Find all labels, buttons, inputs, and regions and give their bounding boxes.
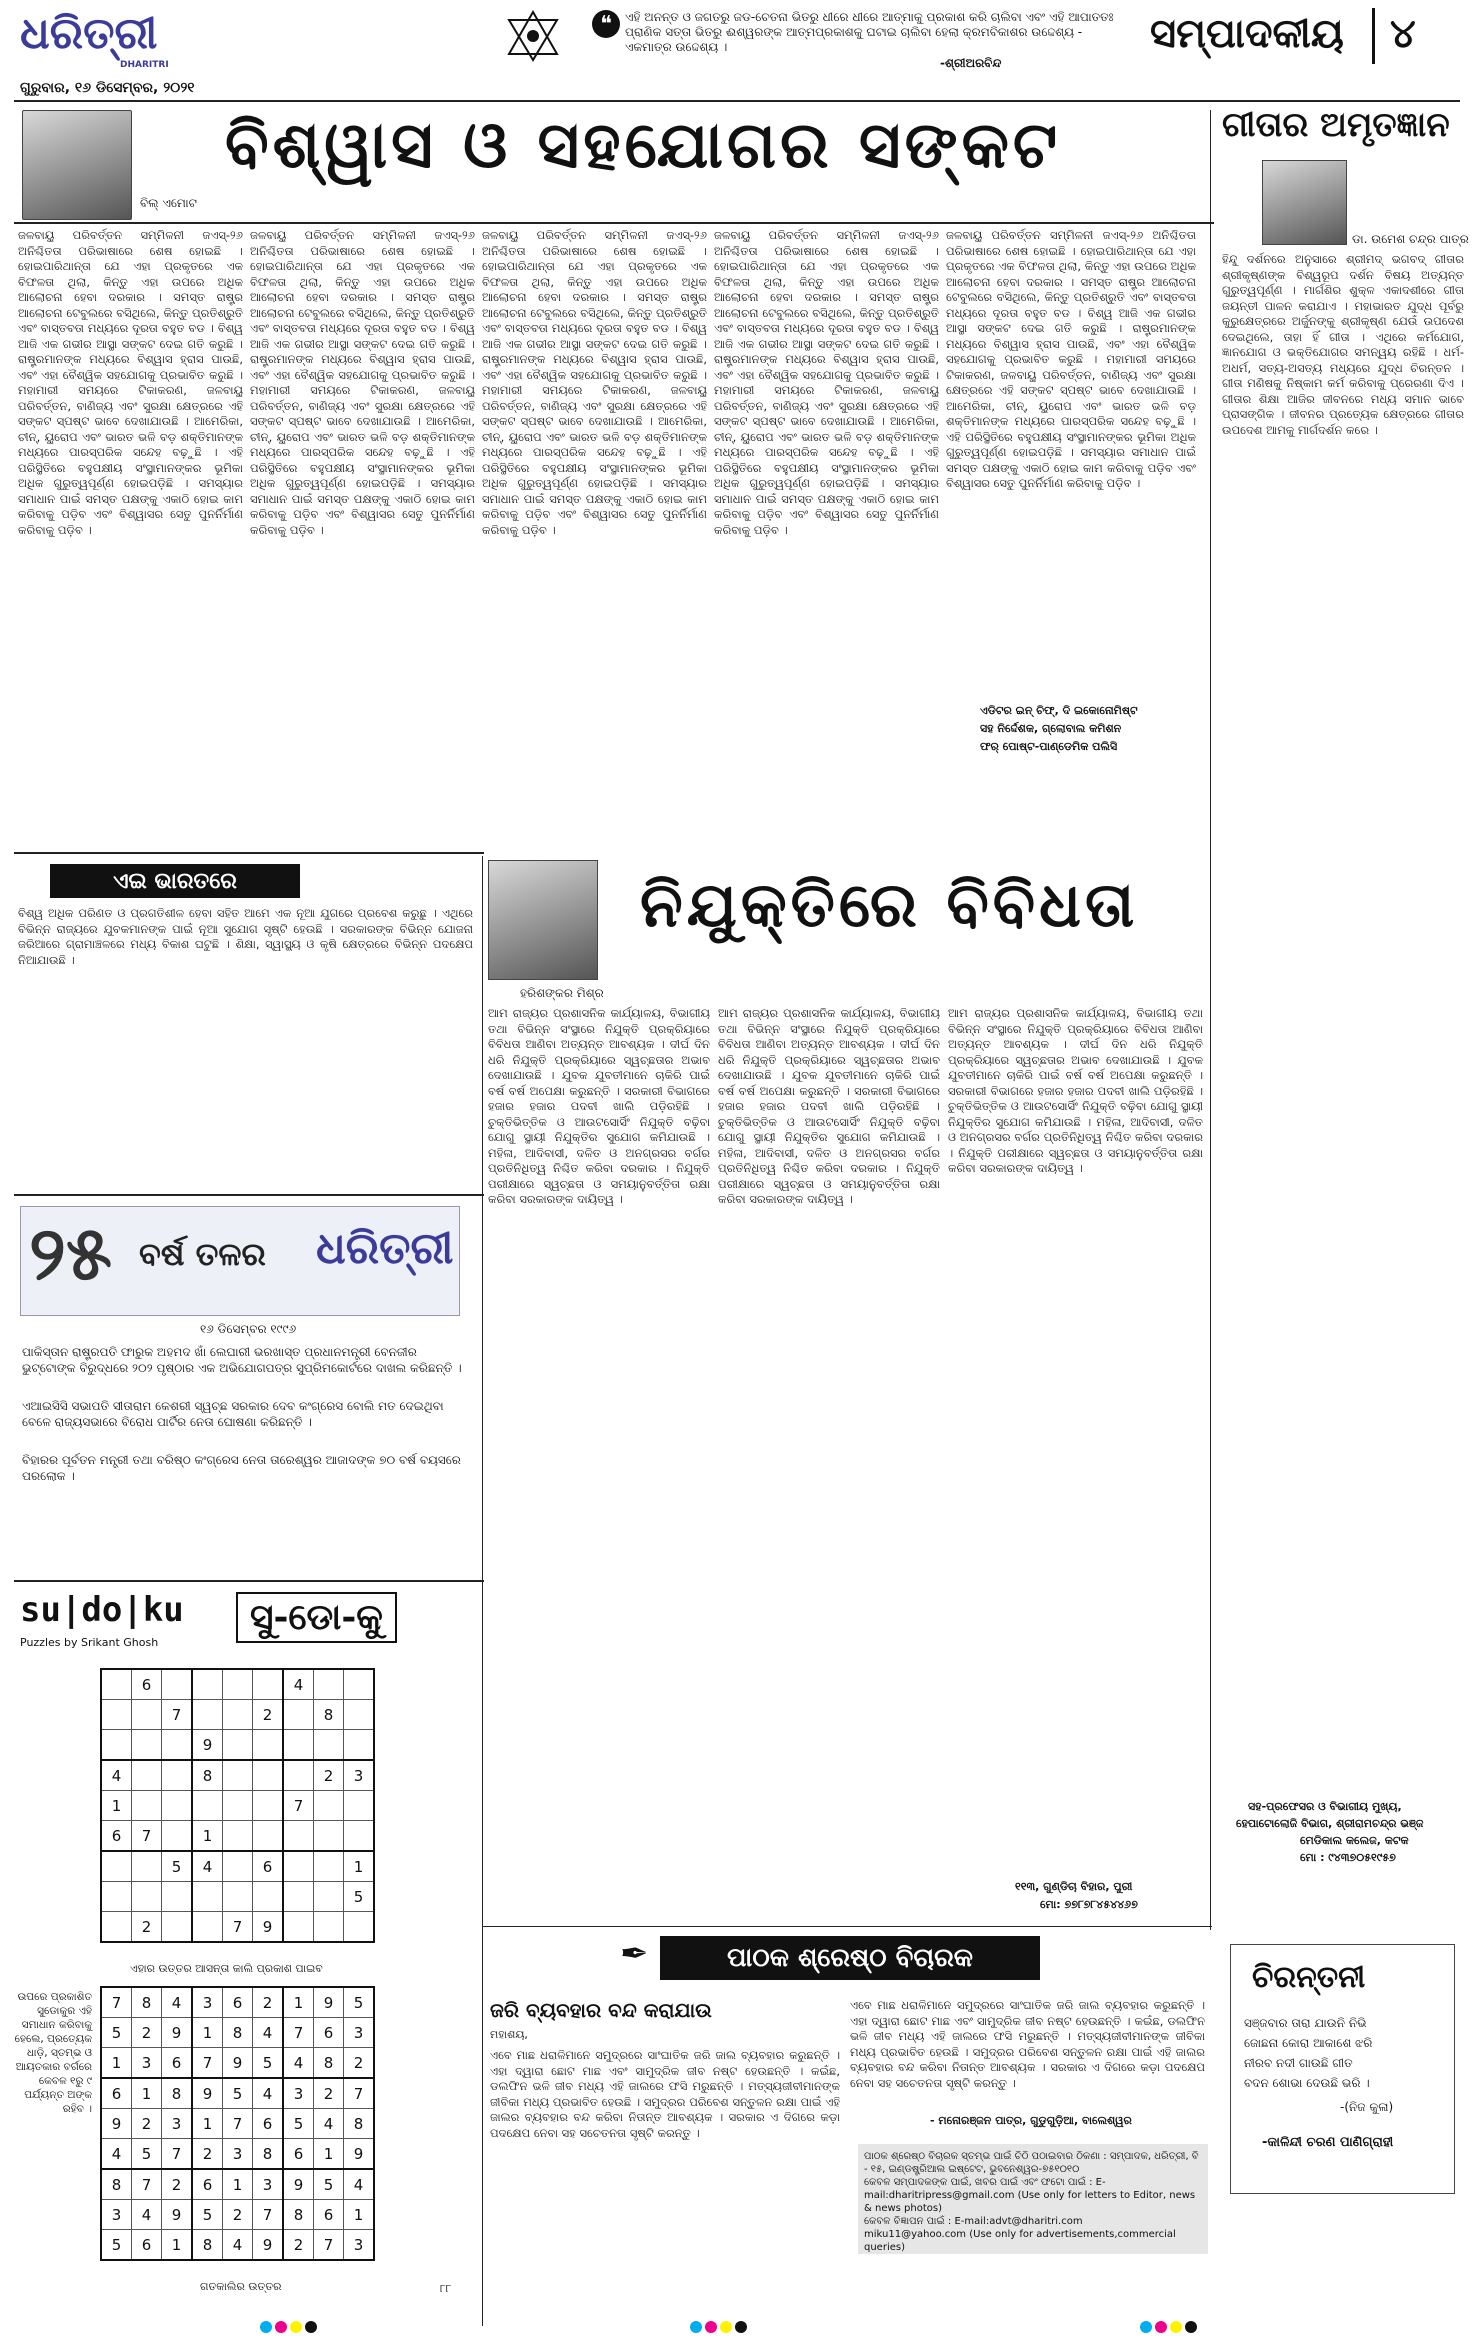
sudoku-solution-cell: 8 <box>132 1987 162 2018</box>
sudoku-solution-cell: 6 <box>314 2200 344 2230</box>
twenty-five-years-banner <box>20 1206 460 1316</box>
sudoku-solution-cell: 7 <box>192 2048 223 2079</box>
sudoku-solution-cell: 1 <box>192 2109 223 2139</box>
lead-credit-2: ସହ ନିର୍ଦ୍ଦେଶକ, ଗ୍ଲୋବାଲ କମିଶନ <box>980 722 1122 735</box>
sudoku-solution-grid <box>100 1986 375 2261</box>
gita-credit-2: ହେପାଟୋଲୋଜି ବିଭାଗ, ଶ୍ରୀରାମଚନ୍ଦ୍ର ଭଞ୍ଜ <box>1236 1817 1424 1830</box>
second-body-col-1: ଆମ ରାଜ୍ୟର ପ୍ରଶାସନିକ କାର୍ଯ୍ୟାଳୟ, ବିଭାଗୀୟ ତଥା ବିଭିନ୍ନ ସଂସ୍ଥାରେ ନିଯୁକ୍ତି ପ୍ରକ୍ରିୟାରେ ବିବିଧତା ଆଣିବା ଅତ୍ୟନ୍ତ ଆବଶ୍ୟକ । ଦୀର୍ଘ ଦିନ ଧରି ନିଯୁକ୍ତି ପ୍ରକ୍ରିୟାରେ ସ୍ୱଚ୍ଛତାର ଅଭାବ ଦେଖାଯାଉଛି । ଯୁବକ ଯୁବତୀମାନେ ଚାକିରି ପାଇଁ ବର୍ଷ ବର୍ଷ ଅପେକ୍ଷା କରୁଛନ୍ତି । ସରକାରୀ ବିଭାଗରେ ହଜାର ହଜାର ପଦବୀ ଖାଲି ପଡ଼ିରହିଛି । ଚୁକ୍ତିଭିତ୍ତିକ ଓ ଆଉଟସୋର୍ସିଂ ନିଯୁକ୍ତି ବଢ଼ିବା ଯୋଗୁ ସ୍ଥାୟୀ ନିଯୁକ୍ତିର ସୁଯୋଗ କମିଯାଉଛି । ମହିଳା, ଆଦିବାସୀ, ଦଳିତ ଓ ଅନଗ୍ରସର ବର୍ଗର ପ୍ରତିନିଧିତ୍ୱ ନିଶ୍ଚିତ କରିବା ଦରକାର । ନିଯୁକ୍ତି ପରୀକ୍ଷାରେ ସ୍ୱଚ୍ଛତା ଓ ସମୟାନୁବର୍ତ୍ତିତା ରକ୍ଷା କରିବା ସରକାରଙ୍କ ଦାୟିତ୍ୱ । <box>488 1006 710 1206</box>
sudoku-solution-row <box>101 2139 374 2170</box>
sudoku-solution-cell: 2 <box>344 2048 375 2079</box>
sudoku-puzzle-cell <box>162 1760 193 1791</box>
letters-address-line-1: ପାଠକ ଶ୍ରେଷ୍ଠ ବିଚାରକ ସ୍ତମ୍ଭ ପାଇଁ ଚିଠି ପଠାଇବାର ଠିକଣା : ସମ୍ପାଦକ, ଧରିତ୍ରୀ, ବି - ୧୫, ଇଣ୍ଡଷ୍ଟ୍ରିଆଲ ଇଷ୍ଟେଟ, ଭୁବନେଶ୍ୱର-୭୫୧୦୧୦ <box>864 2151 1199 2175</box>
sudoku-puzzle-cell <box>101 1700 132 1730</box>
sudoku-puzzle-cell: 7 <box>223 1912 253 1943</box>
sudoku-solution-cell: 1 <box>344 2200 375 2230</box>
sudoku-subtitle: Puzzles by Srikant Ghosh <box>20 1636 159 1649</box>
sudoku-puzzle-cell: 5 <box>162 1851 193 1882</box>
sudoku-puzzle-cell: 6 <box>132 1669 162 1700</box>
sudoku-puzzle-cell: 7 <box>132 1821 162 1852</box>
sudoku-solution-cell: 9 <box>223 2048 253 2079</box>
sudoku-puzzle-cell: 6 <box>253 1851 284 1882</box>
sudoku-solution-caption: ଗତକାଲିର ଉତ୍ତର <box>200 2280 282 2293</box>
daily-quote: ଏହି ଅନନ୍ତ ଓ ଜଗତରୁ ଜଡ-ଚେତନା ଭିତରୁ ଧୀରେ ଧୀରେ ଆତ୍ମାକୁ ପ୍ରକାଶ କରି ଚାଲିବା ଏବଂ ଏହି ଆପାତତଃ ପ୍ରାଣିକ ସତ୍ତା ଭିତରୁ ଈଶ୍ୱରଙ୍କ ଆତ୍ମପ୍ରକାଶକୁ ଘଟାଇ ଚାଲିବା ହେଲା କ୍ରମବିକାଶର ଉଦ୍ଦେଶ୍ୟ - ଏକମାତ୍ର ଉଦ୍ଦେଶ୍ୟ । <box>625 10 1114 54</box>
dharitri-logo: ଧରିତ୍ରୀ <box>20 8 158 59</box>
issue-date: ଗୁରୁବାର, ୧୬ ଡିସେମ୍ବର, ୨୦୨୧ <box>20 80 195 96</box>
chirantani-line-1: ସଞ୍ଜବାର ତାରା ଯାଉନି ନିଭି <box>1244 2016 1367 2030</box>
lead-author: ବିଲ୍ ଏମୋଟ <box>140 196 197 210</box>
sudoku-puzzle-cell <box>223 1760 253 1791</box>
sudoku-solution-cell: 5 <box>283 2109 314 2139</box>
yellow-dot-icon <box>290 2321 302 2333</box>
sudoku-puzzle-cell: 1 <box>192 1821 223 1852</box>
sudoku-puzzle-row <box>101 1730 374 1761</box>
author-photo-bill-emmott <box>22 110 132 220</box>
sudoku-puzzle-cell <box>344 1821 375 1852</box>
sudoku-yesterday-note: ଉପରେ ପ୍ରକାଶିତ ସୁଡୋକୁର ଏହି ସମାଧାନ କରିବାକୁ ହେଲେ, ପ୍ରତ୍ୟେକ ଧାଡ଼ି, ସ୍ତମ୍ଭ ଓ ଆୟତକାର ବର୍ଗରେ କେବଳ ୧ରୁ ୯ ପର୍ଯ୍ୟନ୍ତ ଅଙ୍କ ରହିବ । <box>14 1991 92 2115</box>
sudoku-solution-row <box>101 2109 374 2139</box>
sudoku-puzzle-cell: 2 <box>253 1700 284 1730</box>
sudoku-solution-row <box>101 2078 374 2109</box>
sudoku-puzzle-row <box>101 1669 374 1700</box>
sudoku-solution-cell: 1 <box>132 2078 162 2109</box>
logo-subtitle: DHARITRI <box>120 60 169 70</box>
sudoku-odia-title: ସୁ-ଡୋ-କୁ <box>236 1592 397 1643</box>
gita-body: ହିନ୍ଦୁ ଦର୍ଶନରେ ଅନୁସାରେ ଶ୍ରୀମଦ୍ ଭଗବଦ୍ ଗୀତାର ଶ୍ରୀକୃଷ୍ଣଙ୍କ ବିଶ୍ୱରୂପ ଦର୍ଶନ ବିଷୟ ଅତ୍ୟନ୍ତ ଗୁରୁତ୍ୱପୂର୍ଣ୍ଣ । ମାର୍ଗଶିର ଶୁକ୍ଳ ଏକାଦଶୀରେ ଗୀତା ଜୟନ୍ତୀ ପାଳନ କରାଯାଏ । ମହାଭାରତ ଯୁଦ୍ଧ ପୂର୍ବରୁ କୁରୁକ୍ଷେତ୍ରରେ ଅର୍ଜୁନଙ୍କୁ ଶ୍ରୀକୃଷ୍ଣ ଯେଉଁ ଉପଦେଶ ଦେଇଥିଲେ, ତାହା ହିଁ ଗୀତା । ଏଥିରେ କର୍ମଯୋଗ, ଜ୍ଞାନଯୋଗ ଓ ଭକ୍ତିଯୋଗର ସମନ୍ୱୟ ରହିଛି । ଧର୍ମ-ଅଧର୍ମ, ସତ୍ୟ-ଅସତ୍ୟ ମଧ୍ୟରେ ଯୁଦ୍ଧ ଚିରନ୍ତନ । ଗୀତା ମଣିଷକୁ ନିଷ୍କାମ କର୍ମ କରିବାକୁ ପ୍ରେରଣା ଦିଏ । ଗୀତାର ଶିକ୍ଷା ଆଜିର ଜୀବନରେ ମଧ୍ୟ ସମାନ ଭାବେ ପ୍ରାସଙ୍ଗିକ । ଜୀବନର ପ୍ରତ୍ୟେକ କ୍ଷେତ୍ରରେ ଗୀତାର ଉପଦେଶ ଆମକୁ ମାର୍ଗଦର୍ଶନ କରେ । <box>1222 252 1464 437</box>
sudoku-puzzle-cell <box>314 1669 344 1700</box>
sudoku-puzzle-row <box>101 1882 374 1912</box>
sudoku-solution-cell: 9 <box>314 1987 344 2018</box>
sudoku-solution-cell: 5 <box>101 2230 132 2261</box>
sudoku-puzzle-cell <box>314 1851 344 1882</box>
sudoku-puzzle-cell <box>283 1700 314 1730</box>
sudoku-solution-cell: 3 <box>283 2078 314 2109</box>
sudoku-puzzle-cell: 7 <box>162 1700 193 1730</box>
chirantani-author: -କାଳିନ୍ଦୀ ଚରଣ ପାଣିଗ୍ରାହୀ <box>1262 2135 1394 2150</box>
lead-credit-1: ଏଡିଟର ଇନ୍ ଚିଫ୍, ଦି ଇକୋନୋମିଷ୍ଟ <box>980 704 1138 717</box>
sudoku-solution-cell: 9 <box>162 2200 193 2230</box>
sudoku-puzzle-cell <box>283 1851 314 1882</box>
sudoku-solution-cell: 9 <box>283 2169 314 2200</box>
sudoku-solution-cell: 5 <box>101 2018 132 2048</box>
sudoku-puzzle-cell <box>314 1821 344 1852</box>
sudoku-solution-cell: 1 <box>101 2048 132 2079</box>
sudoku-puzzle-cell: 1 <box>101 1791 132 1821</box>
sudoku-puzzle-cell <box>132 1791 162 1821</box>
sudoku-solution-cell: 8 <box>192 2230 223 2261</box>
sudoku-solution-cell: 4 <box>223 2230 253 2261</box>
sudoku-solution-cell: 7 <box>314 2230 344 2261</box>
sudoku-solution-cell: 3 <box>344 2018 375 2048</box>
sudoku-solution-row <box>101 1987 374 2018</box>
sudoku-puzzle-cell <box>344 1700 375 1730</box>
lead-body-col-2: ଜଳବାୟୁ ପରିବର୍ତ୍ତନ ସମ୍ମିଳନୀ ଜଏସ୍-୨୬ ଅନିଶ୍ଚିତତା ପରିଭାଷାରେ ଶେଷ ହୋଇଛି । ହୋଇପାରିଥାନ୍ତା ଯେ ଏହା ପ୍ରକୃତରେ ଏକ ବିଫଳତା ଥିଲା, କିନ୍ତୁ ଏହା ଉପରେ ଅଧିକ ଆଲୋଚନା ହେବା ଦରକାର । ସମସ୍ତ ରାଷ୍ଟ୍ର ଆଲୋଚନା ଟେବୁଲରେ ବସିଥିଲେ, କିନ୍ତୁ ପ୍ରତିଶ୍ରୁତି ଏବଂ ବାସ୍ତବତା ମଧ୍ୟରେ ଦୂରତା ବହୁତ ବଡ । ବିଶ୍ୱ ଆଜି ଏକ ଗଭୀର ଆସ୍ଥା ସଙ୍କଟ ଦେଇ ଗତି କରୁଛି । ରାଷ୍ଟ୍ରମାନଙ୍କ ମଧ୍ୟରେ ବିଶ୍ୱାସ ହ୍ରାସ ପାଉଛି, ଏବଂ ଏହା ବୈଶ୍ୱିକ ସହଯୋଗକୁ ପ୍ରଭାବିତ କରୁଛି । ମହାମାରୀ ସମୟରେ ଟିକାକରଣ, ଜଳବାୟୁ ପରିବର୍ତ୍ତନ, ବାଣିଜ୍ୟ ଏବଂ ସୁରକ୍ଷା କ୍ଷେତ୍ରରେ ଏହି ସଙ୍କଟ ସ୍ପଷ୍ଟ ଭାବେ ଦେଖାଯାଉଛି । ଆମେରିକା, ଚୀନ୍, ୟୁରୋପ ଏବଂ ଭାରତ ଭଳି ବଡ଼ ଶକ୍ତିମାନଙ୍କ ମଧ୍ୟରେ ପାରସ୍ପରିକ ସନ୍ଦେହ ବଢ଼ୁଛି । ଏହି ପରିସ୍ଥିତିରେ ବହୁପକ୍ଷୀୟ ସଂସ୍ଥାମାନଙ୍କର ଭୂମିକା ଅଧିକ ଗୁରୁତ୍ୱପୂର୍ଣ୍ଣ ହୋଇପଡ଼ିଛି । ସମସ୍ୟାର ସମାଧାନ ପାଇଁ ସମସ୍ତ ପକ୍ଷଙ୍କୁ ଏକାଠି ହୋଇ କାମ କରିବାକୁ ପଡ଼ିବ ଏବଂ ବିଶ୍ୱାସର ସେତୁ ପୁନର୍ନିର୍ମାଣ କରିବାକୁ ପଡ଼ିବ । <box>250 228 475 537</box>
sudoku-solution-row <box>101 2169 374 2200</box>
sudoku-puzzle-cell: 3 <box>344 1760 375 1791</box>
sudoku-puzzle-cell <box>101 1851 132 1882</box>
sudoku-puzzle-cell <box>132 1851 162 1882</box>
yellow-dot-icon <box>1170 2321 1182 2333</box>
sudoku-puzzle-cell <box>283 1760 314 1791</box>
letters-address-line-2: କେବଳ ସମ୍ପାଦକଙ୍କ ପାଇଁ, ଖବର ପାଇଁ ଏବଂ ଫଟୋ ପାଇଁ : E-mail:dharitripress@gmail.com (Use only for letters to Editor, news & news photos) <box>864 2177 1196 2214</box>
sudoku-solution-cell: 2 <box>223 2200 253 2230</box>
sudoku-solution-cell: 6 <box>253 2109 284 2139</box>
sudoku-solution-cell: 3 <box>192 1987 223 2018</box>
sudoku-solution-cell: 4 <box>344 2169 375 2200</box>
sudoku-puzzle-cell <box>192 1912 223 1943</box>
sudoku-solution-cell: 2 <box>132 2018 162 2048</box>
sudoku-solution-cell: 6 <box>101 2078 132 2109</box>
chirantani-line-5: -(ନିଜ କୁଳା) <box>1340 2100 1394 2114</box>
sudoku-solution-cell: 4 <box>283 2048 314 2079</box>
gita-author: ଡା. ଉମେଶ ଚନ୍ଦ୍ର ପାତ୍ର <box>1352 232 1469 246</box>
sudoku-puzzle-cell <box>132 1760 162 1791</box>
sudoku-puzzle-row <box>101 1700 374 1730</box>
sudoku-solution-cell: 6 <box>223 1987 253 2018</box>
sudoku-solution-cell: 6 <box>162 2048 193 2079</box>
sudoku-solution-cell: 8 <box>283 2200 314 2230</box>
sudoku-solution-cell: 3 <box>162 2109 193 2139</box>
sudoku-solution-cell: 5 <box>253 2048 284 2079</box>
sudoku-solution-row <box>101 2200 374 2230</box>
sudoku-solution-cell: 6 <box>314 2018 344 2048</box>
sudoku-solution-cell: 7 <box>132 2169 162 2200</box>
sudoku-puzzle-cell <box>283 1730 314 1761</box>
sudoku-solution-cell: 8 <box>344 2109 375 2139</box>
years-date: ୧୬ ଡିସେମ୍ବର ୧୯୯୬ <box>200 1322 297 1336</box>
sudoku-solution-cell: 1 <box>283 1987 314 2018</box>
letter-signature: - ମନୋରଞ୍ଜନ ପାତ୍ର, ଗୁଡୁଗୁଡ଼ିଆ, ବାଲେଶ୍ୱର <box>930 2114 1132 2127</box>
sudoku-puzzle-cell: 8 <box>192 1760 223 1791</box>
sudoku-solution-cell: 5 <box>314 2169 344 2200</box>
sudoku-solution-cell: 5 <box>344 1987 375 2018</box>
cyan-dot-icon <box>260 2321 272 2333</box>
sudoku-solution-cell: 2 <box>192 2139 223 2170</box>
sudoku-puzzle-cell <box>253 1730 284 1761</box>
sudoku-solution-cell: 9 <box>192 2078 223 2109</box>
sudoku-solution-cell: 4 <box>162 1987 193 2018</box>
sudoku-puzzle-cell <box>314 1730 344 1761</box>
sudoku-puzzle-cell: 9 <box>253 1912 284 1943</box>
sudoku-puzzle-cell <box>162 1730 193 1761</box>
chirantani-title: ଚିରନ୍ତନୀ <box>1252 1960 1366 1995</box>
sudoku-puzzle-cell <box>253 1791 284 1821</box>
gita-credit-1: ସହ-ପ୍ରଫେସର ଓ ବିଭାଗୀୟ ମୁଖ୍ୟ, <box>1248 1800 1402 1813</box>
sudoku-solution-cell: 8 <box>314 2048 344 2079</box>
years-logo: ଧରିତ୍ରୀ <box>316 1223 454 1274</box>
sudoku-puzzle-row <box>101 1760 374 1791</box>
sudoku-solution-cell: 3 <box>253 2169 284 2200</box>
sudoku-puzzle-cell <box>101 1882 132 1912</box>
sudoku-puzzle-cell: 5 <box>344 1882 375 1912</box>
sudoku-solution-cell: 2 <box>132 2109 162 2139</box>
india-box-heading: ଏଇ ଭାରତରେ <box>50 864 300 898</box>
star-emblem-icon <box>505 8 561 64</box>
sudoku-puzzle-cell: 4 <box>192 1851 223 1882</box>
india-box-body: ବିଶ୍ୱ ଅଧିକ ପରିଣତ ଓ ପ୍ରଗତିଶୀଳ ହେବା ସହିତ ଆମେ ଏକ ନୂଆ ଯୁଗରେ ପ୍ରବେଶ କରୁଛୁ । ଏଥିରେ ବିଭିନ୍ନ ରାଜ୍ୟରେ ଯୁବକମାନଙ୍କ ପାଇଁ ନୂଆ ସୁଯୋଗ ସୃଷ୍ଟି ହେଉଛି । ସରକାରଙ୍କ ବିଭିନ୍ନ ଯୋଜନା ଜରିଆରେ ଗ୍ରାମାଞ୍ଚଳରେ ମଧ୍ୟ ବିକାଶ ଘଟୁଛି । ଶିକ୍ଷା, ସ୍ୱାସ୍ଥ୍ୟ ଓ କୃଷି କ୍ଷେତ୍ରରେ ବିଭିନ୍ନ ପଦକ୍ଷେପ ନିଆଯାଉଛି । <box>18 906 473 967</box>
sudoku-puzzle-cell: 2 <box>314 1760 344 1791</box>
sudoku-puzzle-cell <box>162 1669 193 1700</box>
sudoku-puzzle-cell <box>162 1821 193 1852</box>
letter-body-col-2: ଏବେ ମାଛ ଧରାଳିମାନେ ସମୁଦ୍ରରେ ସାଂଘାତିକ ଜରି ଜାଲ ବ୍ୟବହାର କରୁଛନ୍ତି । ଏହା ଦ୍ୱାରା ଛୋଟ ମାଛ ଏବଂ ସାମୁଦ୍ରିକ ଜୀବ ନଷ୍ଟ ହେଉଛନ୍ତି । କଇଁଛ, ଡଲଫିନ ଭଳି ଜୀବ ମଧ୍ୟ ଏହି ଜାଲରେ ଫସି ମରୁଛନ୍ତି । ମତ୍ସ୍ୟଜୀବୀମାନଙ୍କ ଜୀବିକା ମଧ୍ୟ ପ୍ରଭାବିତ ହେଉଛି । ସମୁଦ୍ରର ପରିବେଶ ସନ୍ତୁଳନ ରକ୍ଷା ପାଇଁ ଏହି ଜାଲର ବ୍ୟବହାର ବନ୍ଦ କରିବା ନିତାନ୍ତ ଆବଶ୍ୟକ । ସରକାର ଏ ଦିଗରେ କଡ଼ା ପଦକ୍ଷେପ ନେବା ସହ ସଚେତନତା ସୃଷ୍ଟି କରନ୍ତୁ । <box>850 1998 1205 2090</box>
sudoku-answer-note: ଏହାର ଉତ୍ତର ଆସନ୍ତା କାଲି ପ୍ରକାଶ ପାଇବ <box>130 1962 323 1975</box>
sudoku-solution-cell: 1 <box>192 2018 223 2048</box>
second-body-col-2: ଆମ ରାଜ୍ୟର ପ୍ରଶାସନିକ କାର୍ଯ୍ୟାଳୟ, ବିଭାଗୀୟ ତଥା ବିଭିନ୍ନ ସଂସ୍ଥାରେ ନିଯୁକ୍ତି ପ୍ରକ୍ରିୟାରେ ବିବିଧତା ଆଣିବା ଅତ୍ୟନ୍ତ ଆବଶ୍ୟକ । ଦୀର୍ଘ ଦିନ ଧରି ନିଯୁକ୍ତି ପ୍ରକ୍ରିୟାରେ ସ୍ୱଚ୍ଛତାର ଅଭାବ ଦେଖାଯାଉଛି । ଯୁବକ ଯୁବତୀମାନେ ଚାକିରି ପାଇଁ ବର୍ଷ ବର୍ଷ ଅପେକ୍ଷା କରୁଛନ୍ତି । ସରକାରୀ ବିଭାଗରେ ହଜାର ହଜାର ପଦବୀ ଖାଲି ପଡ଼ିରହିଛି । ଚୁକ୍ତିଭିତ୍ତିକ ଓ ଆଉଟସୋର୍ସିଂ ନିଯୁକ୍ତି ବଢ଼ିବା ଯୋଗୁ ସ୍ଥାୟୀ ନିଯୁକ୍ତିର ସୁଯୋଗ କମିଯାଉଛି । ମହିଳା, ଆଦିବାସୀ, ଦଳିତ ଓ ଅନଗ୍ରସର ବର୍ଗର ପ୍ରତିନିଧିତ୍ୱ ନିଶ୍ଚିତ କରିବା ଦରକାର । ନିଯୁକ୍ତି ପରୀକ୍ଷାରେ ସ୍ୱଚ୍ଛତା ଓ ସମୟାନୁବର୍ତ୍ତିତା ରକ୍ଷା କରିବା ସରକାରଙ୍କ ଦାୟିତ୍ୱ । <box>718 1006 940 1206</box>
sudoku-puzzle-cell: 4 <box>283 1669 314 1700</box>
sudoku-puzzle-cell <box>223 1700 253 1730</box>
sudoku-solution-cell: 4 <box>101 2139 132 2170</box>
sudoku-puzzle-cell: 8 <box>314 1700 344 1730</box>
cyan-dot-icon <box>690 2321 702 2333</box>
second-address: ୧୧୩, ଗୁଣ୍ଡିଚା ବିହାର, ପୁରୀ <box>1015 1880 1133 1893</box>
letters-address-box <box>858 2144 1208 2254</box>
sudoku-solution-cell: 3 <box>132 2048 162 2079</box>
black-dot-icon <box>1185 2321 1197 2333</box>
lead-headline: ବିଶ୍ୱାସ ଓ ସହଯୋଗର ସଙ୍କଟ <box>225 108 1062 183</box>
sudoku-puzzle-cell <box>344 1730 375 1761</box>
years-label: ବର୍ଷ ତଳର <box>139 1235 266 1273</box>
sudoku-puzzle-row <box>101 1851 374 1882</box>
sudoku-solution-cell: 4 <box>253 2078 284 2109</box>
second-headline: ନିଯୁକ୍ତିରେ ବିବିଧତା <box>640 868 1139 941</box>
author-photo-umesh-patra <box>1262 160 1347 245</box>
sudoku-solution-cell: 7 <box>253 2200 284 2230</box>
sudoku-solution-cell: 9 <box>344 2139 375 2170</box>
masthead <box>0 0 1476 100</box>
black-dot-icon <box>305 2321 317 2333</box>
second-body-col-3: ଆମ ରାଜ୍ୟର ପ୍ରଶାସନିକ କାର୍ଯ୍ୟାଳୟ, ବିଭାଗୀୟ ତଥା ବିଭିନ୍ନ ସଂସ୍ଥାରେ ନିଯୁକ୍ତି ପ୍ରକ୍ରିୟାରେ ବିବିଧତା ଆଣିବା ଅତ୍ୟନ୍ତ ଆବଶ୍ୟକ । ଦୀର୍ଘ ଦିନ ଧରି ନିଯୁକ୍ତି ପ୍ରକ୍ରିୟାରେ ସ୍ୱଚ୍ଛତାର ଅଭାବ ଦେଖାଯାଉଛି । ଯୁବକ ଯୁବତୀମାନେ ଚାକିରି ପାଇଁ ବର୍ଷ ବର୍ଷ ଅପେକ୍ଷା କରୁଛନ୍ତି । ସରକାରୀ ବିଭାଗରେ ହଜାର ହଜାର ପଦବୀ ଖାଲି ପଡ଼ିରହିଛି । ଚୁକ୍ତିଭିତ୍ତିକ ଓ ଆଉଟସୋର୍ସିଂ ନିଯୁକ୍ତି ବଢ଼ିବା ଯୋଗୁ ସ୍ଥାୟୀ ନିଯୁକ୍ତିର ସୁଯୋଗ କମିଯାଉଛି । ମହିଳା, ଆଦିବାସୀ, ଦଳିତ ଓ ଅନଗ୍ରସର ବର୍ଗର ପ୍ରତିନିଧିତ୍ୱ ନିଶ୍ଚିତ କରିବା ଦରକାର । ନିଯୁକ୍ତି ପରୀକ୍ଷାରେ ସ୍ୱଚ୍ଛତା ଓ ସମୟାନୁବର୍ତ୍ତିତା ରକ୍ଷା କରିବା ସରକାରଙ୍କ ଦାୟିତ୍ୱ । <box>948 1006 1203 1175</box>
sudoku-puzzle-cell <box>223 1791 253 1821</box>
gita-title: ଗୀତାର ଅମୃତଜ୍ଞାନ <box>1222 105 1450 145</box>
sudoku-puzzle-cell <box>223 1851 253 1882</box>
sudoku-solution-cell: 7 <box>101 1987 132 2018</box>
years-item-2: ଏଆଇସିସି ସଭାପତି ସୀତାରାମ କେଶରୀ ସ୍ୱଚ୍ଛ ସରକାର ଦେବ କଂଗ୍ରେସ ବୋଲି ମତ ଦେଇଥିବା ବେଳେ ରାଜ୍ୟସଭାରେ ବିରୋଧ ପାର୍ଟିର ନେତା ଘୋଷଣା କରିଛନ୍ତି । <box>22 1399 444 1429</box>
sudoku-puzzle-cell: 6 <box>101 1821 132 1852</box>
sudoku-solution-cell: 2 <box>283 2230 314 2261</box>
second-author: ହରିଶଙ୍କର ମିଶ୍ର <box>520 986 604 1000</box>
sudoku-puzzle-cell <box>314 1912 344 1943</box>
sudoku-solution-cell: 4 <box>253 2018 284 2048</box>
sudoku-puzzle-cell <box>253 1821 284 1852</box>
sudoku-puzzle-cell <box>162 1791 193 1821</box>
sudoku-puzzle-cell <box>314 1882 344 1912</box>
years-item-3: ବିହାରର ପୂର୍ବତନ ମନ୍ତ୍ରୀ ତଥା ବରିଷ୍ଠ କଂଗ୍ରେସ ନେତା ତାରେଶ୍ୱର ଆଜାଦଙ୍କ ୭୦ ବର୍ଷ ବୟସରେ ପରଲୋକ । <box>22 1453 461 1483</box>
sudoku-solution-cell: 3 <box>101 2200 132 2230</box>
sudoku-solution-cell: 2 <box>314 2078 344 2109</box>
sudoku-puzzle-row <box>101 1912 374 1943</box>
letter-body-col-1: ଏବେ ମାଛ ଧରାଳିମାନେ ସମୁଦ୍ରରେ ସାଂଘାତିକ ଜରି ଜାଲ ବ୍ୟବହାର କରୁଛନ୍ତି । ଏହା ଦ୍ୱାରା ଛୋଟ ମାଛ ଏବଂ ସାମୁଦ୍ରିକ ଜୀବ ନଷ୍ଟ ହେଉଛନ୍ତି । କଇଁଛ, ଡଲଫିନ ଭଳି ଜୀବ ମଧ୍ୟ ଏହି ଜାଲରେ ଫସି ମରୁଛନ୍ତି । ମତ୍ସ୍ୟଜୀବୀମାନଙ୍କ ଜୀବିକା ମଧ୍ୟ ପ୍ରଭାବିତ ହେଉଛି । ସମୁଦ୍ରର ପରିବେଶ ସନ୍ତୁଳନ ରକ୍ଷା ପାଇଁ ଏହି ଜାଲର ବ୍ୟବହାର ବନ୍ଦ କରିବା ନିତାନ୍ତ ଆବଶ୍ୟକ । ସରକାର ଏ ଦିଗରେ କଡ଼ା ପଦକ୍ଷେପ ନେବା ସହ ସଚେତନତା ସୃଷ୍ଟି କରନ୍ତୁ । <box>490 2048 840 2140</box>
sudoku-solution-cell: 8 <box>101 2169 132 2200</box>
lead-body-col-5: ଜଳବାୟୁ ପରିବର୍ତ୍ତନ ସମ୍ମିଳନୀ ଜଏସ୍-୨୬ ଅନିଶ୍ଚିତତା ପରିଭାଷାରେ ଶେଷ ହୋଇଛି । ହୋଇପାରିଥାନ୍ତା ଯେ ଏହା ପ୍ରକୃତରେ ଏକ ବିଫଳତା ଥିଲା, କିନ୍ତୁ ଏହା ଉପରେ ଅଧିକ ଆଲୋଚନା ହେବା ଦରକାର । ସମସ୍ତ ରାଷ୍ଟ୍ର ଆଲୋଚନା ଟେବୁଲରେ ବସିଥିଲେ, କିନ୍ତୁ ପ୍ରତିଶ୍ରୁତି ଏବଂ ବାସ୍ତବତା ମଧ୍ୟରେ ଦୂରତା ବହୁତ ବଡ । ବିଶ୍ୱ ଆଜି ଏକ ଗଭୀର ଆସ୍ଥା ସଙ୍କଟ ଦେଇ ଗତି କରୁଛି । ରାଷ୍ଟ୍ରମାନଙ୍କ ମଧ୍ୟରେ ବିଶ୍ୱାସ ହ୍ରାସ ପାଉଛି, ଏବଂ ଏହା ବୈଶ୍ୱିକ ସହଯୋଗକୁ ପ୍ରଭାବିତ କରୁଛି । ମହାମାରୀ ସମୟରେ ଟିକାକରଣ, ଜଳବାୟୁ ପରିବର୍ତ୍ତନ, ବାଣିଜ୍ୟ ଏବଂ ସୁରକ୍ଷା କ୍ଷେତ୍ରରେ ଏହି ସଙ୍କଟ ସ୍ପଷ୍ଟ ଭାବେ ଦେଖାଯାଉଛି । ଆମେରିକା, ଚୀନ୍, ୟୁରୋପ ଏବଂ ଭାରତ ଭଳି ବଡ଼ ଶକ୍ତିମାନଙ୍କ ମଧ୍ୟରେ ପାରସ୍ପରିକ ସନ୍ଦେହ ବଢ଼ୁଛି । ଏହି ପରିସ୍ଥିତିରେ ବହୁପକ୍ଷୀୟ ସଂସ୍ଥାମାନଙ୍କର ଭୂମିକା ଅଧିକ ଗୁରୁତ୍ୱପୂର୍ଣ୍ଣ ହୋଇପଡ଼ିଛି । ସମସ୍ୟାର ସମାଧାନ ପାଇଁ ସମସ୍ତ ପକ୍ଷଙ୍କୁ ଏକାଠି ହୋଇ କାମ କରିବାକୁ ପଡ଼ିବ ଏବଂ ବିଶ୍ୱାସର ସେତୁ ପୁନର୍ନିର୍ମାଣ କରିବାକୁ ପଡ଼ିବ । <box>946 228 1196 490</box>
section-title: ସମ୍ପାଦକୀୟ <box>1150 10 1344 57</box>
sudoku-solution-cell: 2 <box>253 1987 284 2018</box>
sudoku-puzzle-cell <box>223 1730 253 1761</box>
chirantani-line-2: ଜୋଛନା କୋରା ଆକାଶେ ଝରି <box>1244 2036 1373 2050</box>
sudoku-puzzle-cell <box>192 1791 223 1821</box>
sudoku-solution-cell: 5 <box>132 2139 162 2170</box>
sudoku-puzzle-cell <box>192 1669 223 1700</box>
sudoku-puzzle-row <box>101 1791 374 1821</box>
quote-author: -ଶ୍ରୀଅରବିନ୍ଦ <box>940 56 1002 70</box>
sudoku-solution-cell: 1 <box>314 2139 344 2170</box>
lead-body-col-3: ଜଳବାୟୁ ପରିବର୍ତ୍ତନ ସମ୍ମିଳନୀ ଜଏସ୍-୨୬ ଅନିଶ୍ଚିତତା ପରିଭାଷାରେ ଶେଷ ହୋଇଛି । ହୋଇପାରିଥାନ୍ତା ଯେ ଏହା ପ୍ରକୃତରେ ଏକ ବିଫଳତା ଥିଲା, କିନ୍ତୁ ଏହା ଉପରେ ଅଧିକ ଆଲୋଚନା ହେବା ଦରକାର । ସମସ୍ତ ରାଷ୍ଟ୍ର ଆଲୋଚନା ଟେବୁଲରେ ବସିଥିଲେ, କିନ୍ତୁ ପ୍ରତିଶ୍ରୁତି ଏବଂ ବାସ୍ତବତା ମଧ୍ୟରେ ଦୂରତା ବହୁତ ବଡ । ବିଶ୍ୱ ଆଜି ଏକ ଗଭୀର ଆସ୍ଥା ସଙ୍କଟ ଦେଇ ଗତି କରୁଛି । ରାଷ୍ଟ୍ରମାନଙ୍କ ମଧ୍ୟରେ ବିଶ୍ୱାସ ହ୍ରାସ ପାଉଛି, ଏବଂ ଏହା ବୈଶ୍ୱିକ ସହଯୋଗକୁ ପ୍ରଭାବିତ କରୁଛି । ମହାମାରୀ ସମୟରେ ଟିକାକରଣ, ଜଳବାୟୁ ପରିବର୍ତ୍ତନ, ବାଣିଜ୍ୟ ଏବଂ ସୁରକ୍ଷା କ୍ଷେତ୍ରରେ ଏହି ସଙ୍କଟ ସ୍ପଷ୍ଟ ଭାବେ ଦେଖାଯାଉଛି । ଆମେରିକା, ଚୀନ୍, ୟୁରୋପ ଏବଂ ଭାରତ ଭଳି ବଡ଼ ଶକ୍ତିମାନଙ୍କ ମଧ୍ୟରେ ପାରସ୍ପରିକ ସନ୍ଦେହ ବଢ଼ୁଛି । ଏହି ପରିସ୍ଥିତିରେ ବହୁପକ୍ଷୀୟ ସଂସ୍ଥାମାନଙ୍କର ଭୂମିକା ଅଧିକ ଗୁରୁତ୍ୱପୂର୍ଣ୍ଣ ହୋଇପଡ଼ିଛି । ସମସ୍ୟାର ସମାଧାନ ପାଇଁ ସମସ୍ତ ପକ୍ଷଙ୍କୁ ଏକାଠି ହୋଇ କାମ କରିବାକୁ ପଡ଼ିବ ଏବଂ ବିଶ୍ୱାସର ସେତୁ ପୁନର୍ନିର୍ମାଣ କରିବାକୁ ପଡ଼ିବ । <box>482 228 707 537</box>
sudoku-puzzle-cell <box>344 1669 375 1700</box>
letters-address-line-4: miku11@yahoo.com (Use only for advertisements,commercial queries) <box>864 2229 1176 2253</box>
sudoku-puzzle-cell: 4 <box>101 1760 132 1791</box>
sudoku-solution-cell: 1 <box>223 2169 253 2200</box>
page-number: ୪ <box>1390 10 1416 57</box>
sudoku-solution-row <box>101 2018 374 2048</box>
magenta-dot-icon <box>705 2321 717 2333</box>
sudoku-solution-cell: 9 <box>162 2018 193 2048</box>
sudoku-solution-cell: 5 <box>223 2078 253 2109</box>
sudoku-solution-cell: 8 <box>223 2018 253 2048</box>
sudoku-corner-symbol: ୮୮ <box>440 2282 452 2295</box>
sudoku-solution-cell: 4 <box>314 2109 344 2139</box>
years-badge: ୨୫ <box>29 1211 113 1297</box>
sudoku-puzzle-cell <box>344 1912 375 1943</box>
sudoku-puzzle-cell <box>253 1882 284 1912</box>
sudoku-solution-cell: 6 <box>132 2230 162 2261</box>
magenta-dot-icon <box>1155 2321 1167 2333</box>
sudoku-puzzle-cell: 7 <box>283 1791 314 1821</box>
black-dot-icon <box>735 2321 747 2333</box>
cyan-dot-icon <box>1140 2321 1152 2333</box>
sudoku-puzzle-cell <box>314 1791 344 1821</box>
lead-credit-3: ଫର୍ ପୋଷ୍ଟ-ପାଣ୍ଡେମିକ ପଲିସି <box>980 740 1118 753</box>
lead-body-col-4: ଜଳବାୟୁ ପରିବର୍ତ୍ତନ ସମ୍ମିଳନୀ ଜଏସ୍-୨୬ ଅନିଶ୍ଚିତତା ପରିଭାଷାରେ ଶେଷ ହୋଇଛି । ହୋଇପାରିଥାନ୍ତା ଯେ ଏହା ପ୍ରକୃତରେ ଏକ ବିଫଳତା ଥିଲା, କିନ୍ତୁ ଏହା ଉପରେ ଅଧିକ ଆଲୋଚନା ହେବା ଦରକାର । ସମସ୍ତ ରାଷ୍ଟ୍ର ଆଲୋଚନା ଟେବୁଲରେ ବସିଥିଲେ, କିନ୍ତୁ ପ୍ରତିଶ୍ରୁତି ଏବଂ ବାସ୍ତବତା ମଧ୍ୟରେ ଦୂରତା ବହୁତ ବଡ । ବିଶ୍ୱ ଆଜି ଏକ ଗଭୀର ଆସ୍ଥା ସଙ୍କଟ ଦେଇ ଗତି କରୁଛି । ରାଷ୍ଟ୍ରମାନଙ୍କ ମଧ୍ୟରେ ବିଶ୍ୱାସ ହ୍ରାସ ପାଉଛି, ଏବଂ ଏହା ବୈଶ୍ୱିକ ସହଯୋଗକୁ ପ୍ରଭାବିତ କରୁଛି । ମହାମାରୀ ସମୟରେ ଟିକାକରଣ, ଜଳବାୟୁ ପରିବର୍ତ୍ତନ, ବାଣିଜ୍ୟ ଏବଂ ସୁରକ୍ଷା କ୍ଷେତ୍ରରେ ଏହି ସଙ୍କଟ ସ୍ପଷ୍ଟ ଭାବେ ଦେଖାଯାଉଛି । ଆମେରିକା, ଚୀନ୍, ୟୁରୋପ ଏବଂ ଭାରତ ଭଳି ବଡ଼ ଶକ୍ତିମାନଙ୍କ ମଧ୍ୟରେ ପାରସ୍ପରିକ ସନ୍ଦେହ ବଢ଼ୁଛି । ଏହି ପରିସ୍ଥିତିରେ ବହୁପକ୍ଷୀୟ ସଂସ୍ଥାମାନଙ୍କର ଭୂମିକା ଅଧିକ ଗୁରୁତ୍ୱପୂର୍ଣ୍ଣ ହୋଇପଡ଼ିଛି । ସମସ୍ୟାର ସମାଧାନ ପାଇଁ ସମସ୍ତ ପକ୍ଷଙ୍କୁ ଏକାଠି ହୋଇ କାମ କରିବାକୁ ପଡ଼ିବ ଏବଂ ବିଶ୍ୱାସର ସେତୁ ପୁନର୍ନିର୍ମାଣ କରିବାକୁ ପଡ଼ିବ । <box>714 228 939 537</box>
sudoku-solution-cell: 2 <box>162 2169 193 2200</box>
sudoku-puzzle-cell <box>192 1700 223 1730</box>
sudoku-logo: su|do|ku <box>20 1590 184 1630</box>
sudoku-puzzle-cell: 2 <box>132 1912 162 1943</box>
sudoku-puzzle-cell <box>101 1669 132 1700</box>
sudoku-solution-cell: 7 <box>162 2139 193 2170</box>
sudoku-solution-cell: 6 <box>192 2169 223 2200</box>
letter-salutation: ମହାଶୟ, <box>490 2028 528 2041</box>
sudoku-solution-cell: 7 <box>283 2018 314 2048</box>
sudoku-puzzle-cell <box>344 1791 375 1821</box>
sudoku-puzzle-grid <box>100 1668 375 1943</box>
letter-title: ଜରି ବ୍ୟବହାର ବନ୍ଦ କରାଯାଉ <box>490 1998 712 2022</box>
letters-heading: ପାଠକ ଶ୍ରେଷ୍ଠ ବିଚାରକ <box>660 1936 1040 1980</box>
sudoku-solution-cell: 6 <box>283 2139 314 2170</box>
sudoku-puzzle-cell <box>283 1882 314 1912</box>
sudoku-puzzle-cell <box>283 1912 314 1943</box>
sudoku-solution-cell: 8 <box>253 2139 284 2170</box>
sudoku-solution-cell: 9 <box>101 2109 132 2139</box>
magenta-dot-icon <box>275 2321 287 2333</box>
letters-address-line-3: କେବଳ ବିଜ୍ଞାପନ ପାଇଁ : E-mail:advt@dharitri.com <box>864 2216 1083 2227</box>
gita-credit-4: ମୋ : ୯୪୩୭୦୫୧୯୫୭ <box>1300 1851 1396 1864</box>
sudoku-solution-cell: 5 <box>192 2200 223 2230</box>
gita-credit-3: ମେଡିକାଲ କଲେଜ, କଟକ <box>1300 1834 1409 1847</box>
sudoku-solution-cell: 1 <box>162 2230 193 2261</box>
cmyk-registration-marks <box>0 2318 1476 2334</box>
sudoku-puzzle-cell <box>253 1760 284 1791</box>
sudoku-puzzle-cell <box>132 1730 162 1761</box>
sudoku-solution-cell: 7 <box>344 2078 375 2109</box>
sudoku-solution-cell: 3 <box>223 2139 253 2170</box>
second-phone: ମୋ: ୭୭୮୭୮୪୫୪୪୬୭ <box>1040 1898 1138 1911</box>
years-item-1: ପାକିସ୍ତାନ ରାଷ୍ଟ୍ରପତି ଫାରୁକ ଅହମଦ ଖାଁ ଲେଘାରୀ ଭରଖାସ୍ତ ପ୍ରଧାନମନ୍ତ୍ରୀ ବେନଜୀର ଭୁଟ୍ଟୋଙ୍କ ବିରୁଦ୍ଧରେ ୨୦୨ ପୃଷ୍ଠାର ଏକ ଅଭିଯୋଗପତ୍ର ସୁପ୍ରିମକୋର୍ଟରେ ଦାଖଲ କରିଛନ୍ତି । <box>22 1345 462 1375</box>
sudoku-puzzle-cell <box>283 1821 314 1852</box>
lead-body-col-1: ଜଳବାୟୁ ପରିବର୍ତ୍ତନ ସମ୍ମିଳନୀ ଜଏସ୍-୨୬ ଅନିଶ୍ଚିତତା ପରିଭାଷାରେ ଶେଷ ହୋଇଛି । ହୋଇପାରିଥାନ୍ତା ଯେ ଏହା ପ୍ରକୃତରେ ଏକ ବିଫଳତା ଥିଲା, କିନ୍ତୁ ଏହା ଉପରେ ଅଧିକ ଆଲୋଚନା ହେବା ଦରକାର । ସମସ୍ତ ରାଷ୍ଟ୍ର ଆଲୋଚନା ଟେବୁଲରେ ବସିଥିଲେ, କିନ୍ତୁ ପ୍ରତିଶ୍ରୁତି ଏବଂ ବାସ୍ତବତା ମଧ୍ୟରେ ଦୂରତା ବହୁତ ବଡ । ବିଶ୍ୱ ଆଜି ଏକ ଗଭୀର ଆସ୍ଥା ସଙ୍କଟ ଦେଇ ଗତି କରୁଛି । ରାଷ୍ଟ୍ରମାନଙ୍କ ମଧ୍ୟରେ ବିଶ୍ୱାସ ହ୍ରାସ ପାଉଛି, ଏବଂ ଏହା ବୈଶ୍ୱିକ ସହଯୋଗକୁ ପ୍ରଭାବିତ କରୁଛି । ମହାମାରୀ ସମୟରେ ଟିକାକରଣ, ଜଳବାୟୁ ପରିବର୍ତ୍ତନ, ବାଣିଜ୍ୟ ଏବଂ ସୁରକ୍ଷା କ୍ଷେତ୍ରରେ ଏହି ସଙ୍କଟ ସ୍ପଷ୍ଟ ଭାବେ ଦେଖାଯାଉଛି । ଆମେରିକା, ଚୀନ୍, ୟୁରୋପ ଏବଂ ଭାରତ ଭଳି ବଡ଼ ଶକ୍ତିମାନଙ୍କ ମଧ୍ୟରେ ପାରସ୍ପରିକ ସନ୍ଦେହ ବଢ଼ୁଛି । ଏହି ପରିସ୍ଥିତିରେ ବହୁପକ୍ଷୀୟ ସଂସ୍ଥାମାନଙ୍କର ଭୂମିକା ଅଧିକ ଗୁରୁତ୍ୱପୂର୍ଣ୍ଣ ହୋଇପଡ଼ିଛି । ସମସ୍ୟାର ସମାଧାନ ପାଇଁ ସମସ୍ତ ପକ୍ଷଙ୍କୁ ଏକାଠି ହୋଇ କାମ କରିବାକୁ ପଡ଼ିବ ଏବଂ ବିଶ୍ୱାସର ସେତୁ ପୁନର୍ନିର୍ମାଣ କରିବାକୁ ପଡ଼ିବ । <box>18 228 243 537</box>
sudoku-solution-cell: 7 <box>223 2109 253 2139</box>
sudoku-solution-cell: 9 <box>253 2230 284 2261</box>
sudoku-puzzle-cell <box>223 1821 253 1852</box>
sudoku-solution-cell: 8 <box>162 2078 193 2109</box>
sudoku-solution-cell: 3 <box>344 2230 375 2261</box>
sudoku-solution-row <box>101 2048 374 2079</box>
sudoku-puzzle-cell <box>253 1669 284 1700</box>
sudoku-puzzle-row <box>101 1821 374 1852</box>
sudoku-solution-cell: 4 <box>132 2200 162 2230</box>
author-photo-harishankar-mishra <box>488 860 598 980</box>
sudoku-puzzle-cell <box>101 1912 132 1943</box>
sudoku-puzzle-cell <box>162 1882 193 1912</box>
quote-mark-icon: ❝ <box>592 10 620 38</box>
sudoku-puzzle-cell <box>101 1730 132 1761</box>
quill-icon: ✒ <box>620 1934 649 1974</box>
sudoku-puzzle-cell: 9 <box>192 1730 223 1761</box>
yellow-dot-icon <box>720 2321 732 2333</box>
sudoku-puzzle-cell <box>162 1912 193 1943</box>
sudoku-solution-row <box>101 2230 374 2261</box>
chirantani-line-3: ନୀରବ ନଦୀ ଗାଉଛି ଗୀତ <box>1244 2056 1353 2070</box>
chirantani-line-4: ବଦନ ଶୋଭା ଦେଉଛି ଭରି । <box>1244 2076 1370 2090</box>
sudoku-puzzle-cell <box>223 1669 253 1700</box>
sudoku-puzzle-cell <box>132 1882 162 1912</box>
sudoku-puzzle-cell: 1 <box>344 1851 375 1882</box>
sudoku-puzzle-cell <box>192 1882 223 1912</box>
sudoku-puzzle-cell <box>132 1700 162 1730</box>
sudoku-puzzle-cell <box>223 1882 253 1912</box>
